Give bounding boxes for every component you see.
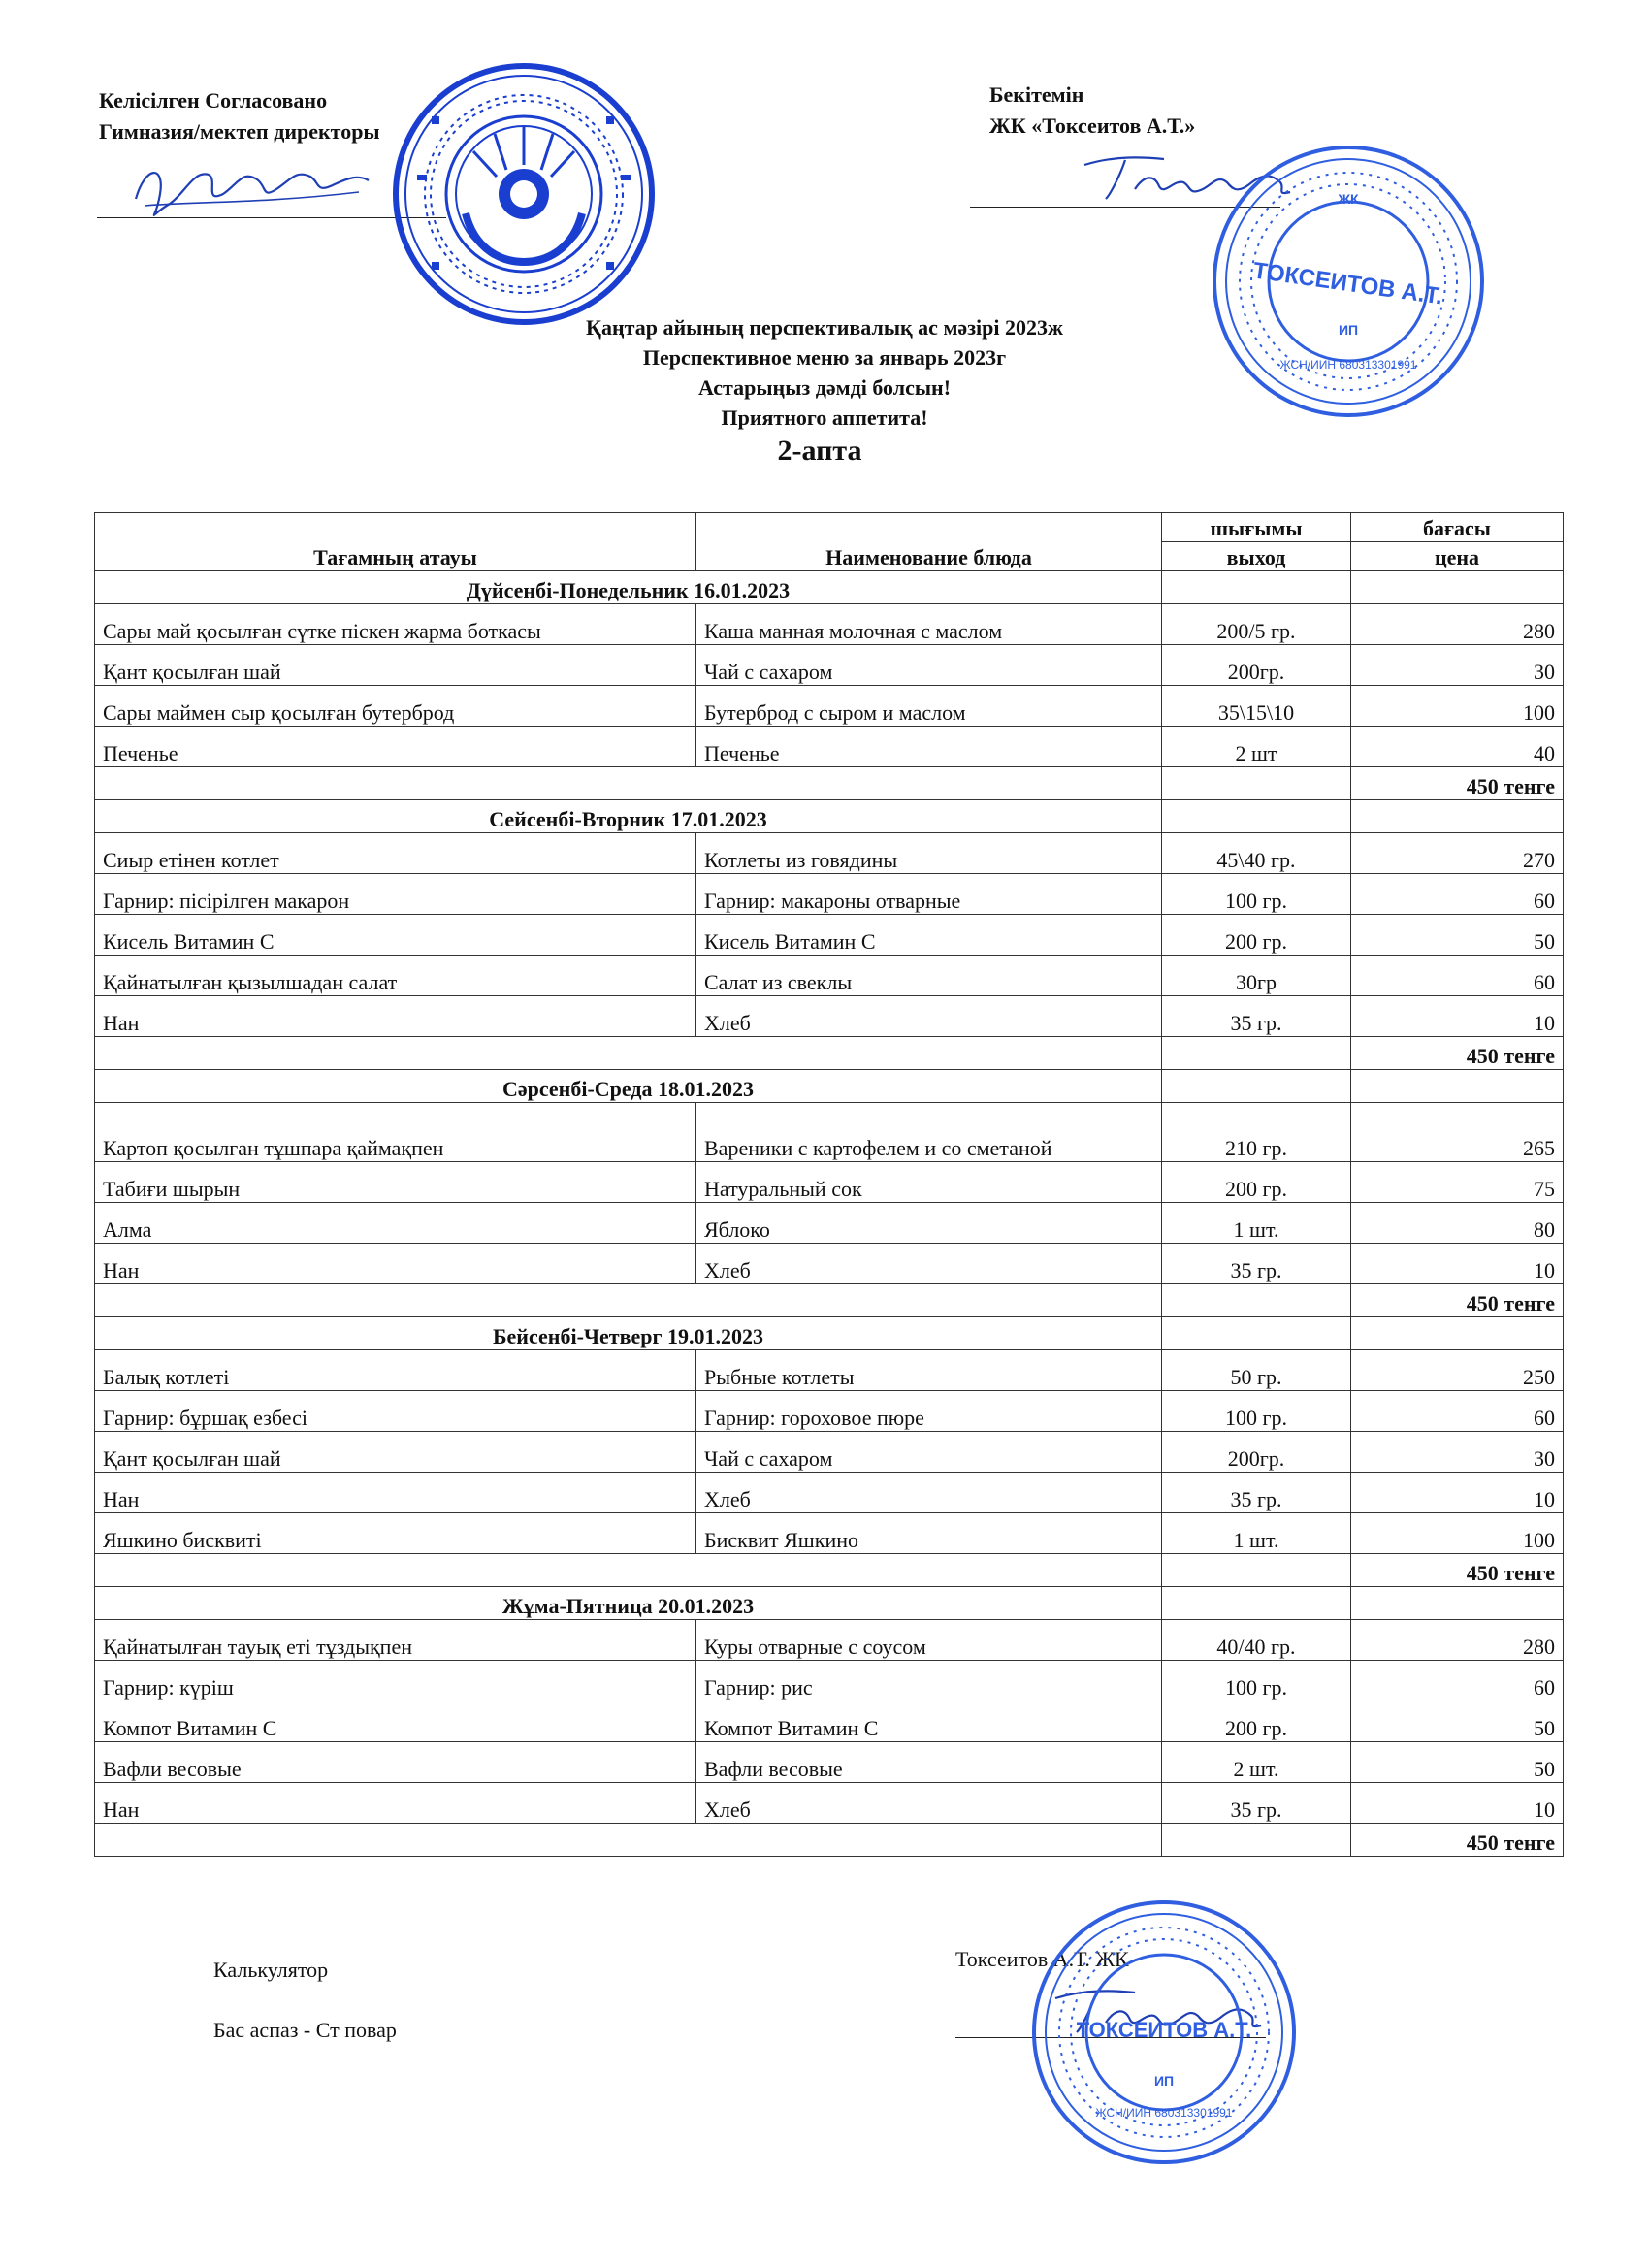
dish-name-kz: Қайнатылған қызылшадан салат [95, 956, 696, 996]
table-row [95, 1391, 1564, 1432]
empty-cell [1351, 1317, 1564, 1350]
dish-price: 30 [1351, 1432, 1564, 1473]
table-row [95, 727, 1564, 767]
dish-price: 280 [1351, 1620, 1564, 1661]
dish-price: 10 [1351, 1244, 1564, 1284]
dish-name-ru: Кисель Витамин С [696, 915, 1162, 956]
dish-price: 10 [1351, 1473, 1564, 1513]
empty-cell [95, 1284, 1162, 1317]
col-header-output-ru: выход [1162, 542, 1351, 571]
day-total: 450 тенге [1351, 1824, 1564, 1857]
dish-name-kz: Балық котлеті [95, 1350, 696, 1391]
empty-cell [95, 1037, 1162, 1070]
dish-name-ru: Яблоко [696, 1203, 1162, 1244]
empty-cell [1162, 1824, 1351, 1857]
dish-name-ru: Рыбные котлеты [696, 1350, 1162, 1391]
dish-name-kz: Гарнир: бұршақ езбесі [95, 1391, 696, 1432]
approval-right-line1: Бекітемін [989, 82, 1084, 107]
menu-table [94, 512, 1564, 1857]
dish-name-kz: Гарнир: күріш [95, 1661, 696, 1701]
dish-name-kz: Сары май қосылған сүтке піскен жарма боткасы [95, 604, 696, 645]
dish-output: 100 гр. [1162, 1391, 1351, 1432]
day-total: 450 тенге [1351, 767, 1564, 800]
dish-price: 50 [1351, 1742, 1564, 1783]
approval-left-line2: Гимназия/мектеп директоры [99, 119, 380, 144]
dish-output: 35 гр. [1162, 996, 1351, 1037]
col-header-name-ru: Наименование блюда [696, 513, 1162, 571]
empty-cell [1351, 1070, 1564, 1103]
dish-name-ru: Хлеб [696, 1783, 1162, 1824]
dish-name-kz: Қант қосылған шай [95, 1432, 696, 1473]
dish-name-ru: Чай с сахаром [696, 645, 1162, 686]
dish-output: 30гр [1162, 956, 1351, 996]
empty-cell [95, 1824, 1162, 1857]
dish-output: 50 гр. [1162, 1350, 1351, 1391]
day-title: Жұма-Пятница 20.01.2023 [95, 1587, 1162, 1620]
empty-cell [1162, 1037, 1351, 1070]
dish-name-kz: Нан [95, 1783, 696, 1824]
header-line-kz: Қаңтар айының перспективалық ас мәзірі 2023ж [586, 315, 1063, 340]
dish-name-ru: Печенье [696, 727, 1162, 767]
dish-price: 10 [1351, 1783, 1564, 1824]
stamp-bottom-id: ЖСН/ИИН 680313301991 [1095, 2106, 1233, 2120]
stamp-top-id: ЖСН/ИИН 680313301991 [1279, 358, 1417, 372]
table-row [95, 686, 1564, 727]
dish-name-ru: Компот Витамин С [696, 1701, 1162, 1742]
empty-cell [1162, 1317, 1351, 1350]
dish-name-ru: Хлеб [696, 1473, 1162, 1513]
table-row [95, 1350, 1564, 1391]
table-row [95, 996, 1564, 1037]
stamp-bottom-name: ТОКСЕИТОВ А.Т. [1076, 2018, 1252, 2042]
table-row [95, 874, 1564, 915]
table-row [95, 604, 1564, 645]
ip-stamp-bottom-icon [1023, 1892, 1305, 2173]
dish-output: 2 шт [1162, 727, 1351, 767]
dish-price: 10 [1351, 996, 1564, 1037]
table-row [95, 645, 1564, 686]
footer-calculator: Калькулятор [213, 1958, 329, 1982]
dish-name-kz: Алма [95, 1203, 696, 1244]
header-line-ru: Перспективное меню за январь 2023г [642, 345, 1007, 370]
table-row [95, 1783, 1564, 1824]
dish-name-kz: Сиыр етінен котлет [95, 833, 696, 874]
dish-name-kz: Қант қосылған шай [95, 645, 696, 686]
dish-output: 200гр. [1162, 1432, 1351, 1473]
dish-name-ru: Гарнир: макароны отварные [696, 874, 1162, 915]
empty-cell [1351, 571, 1564, 604]
dish-name-kz: Нан [95, 996, 696, 1037]
day-total-row [95, 1554, 1564, 1587]
empty-cell [1351, 1587, 1564, 1620]
document-header [0, 312, 1649, 433]
dish-name-ru: Вафли весовые [696, 1742, 1162, 1783]
stamp-bottom-ip: ИП [1153, 2073, 1175, 2089]
day-total-row [95, 767, 1564, 800]
dish-name-ru: Куры отварные с соусом [696, 1620, 1162, 1661]
day-title: Бейсенбі-Четверг 19.01.2023 [95, 1317, 1162, 1350]
dish-price: 80 [1351, 1203, 1564, 1244]
day-title: Дүйсенбі-Понедельник 16.01.2023 [95, 571, 1162, 604]
table-row [95, 956, 1564, 996]
empty-cell [1162, 1070, 1351, 1103]
table-row [95, 1473, 1564, 1513]
header-wish-kz: Астарыңыз дәмді болсын! [697, 375, 952, 400]
approval-left-line1: Келісілген Согласовано [99, 88, 328, 113]
dish-price: 100 [1351, 686, 1564, 727]
week-title: 2-апта [777, 435, 862, 467]
dish-price: 40 [1351, 727, 1564, 767]
dish-price: 50 [1351, 1701, 1564, 1742]
stamp-top-name: ТОКСЕИТОВ А.Т. [1251, 257, 1445, 310]
dish-name-kz: Картоп қосылған тұшпара қаймақпен [95, 1103, 696, 1162]
col-header-price-ru: цена [1351, 542, 1564, 571]
stamp-top-ip: ИП [1338, 322, 1359, 338]
dish-name-ru: Гарнир: гороховое пюре [696, 1391, 1162, 1432]
col-header-name-kz: Тағамның атауы [95, 513, 696, 571]
stamp-top-jk: ЖК [1338, 191, 1359, 207]
footer-signer: Токсеитов А.Т. ЖК [955, 1947, 1129, 1971]
dish-price: 30 [1351, 645, 1564, 686]
dish-name-ru: Бисквит Яшкино [696, 1513, 1162, 1554]
dish-name-ru: Чай с сахаром [696, 1432, 1162, 1473]
dish-output: 100 гр. [1162, 874, 1351, 915]
day-header-row [95, 571, 1564, 604]
day-total: 450 тенге [1351, 1037, 1564, 1070]
dish-name-ru: Хлеб [696, 996, 1162, 1037]
dish-output: 200 гр. [1162, 915, 1351, 956]
dish-output: 210 гр. [1162, 1103, 1351, 1162]
day-title: Сәрсенбі-Среда 18.01.2023 [95, 1070, 1162, 1103]
day-header-row [95, 1317, 1564, 1350]
dish-name-kz: Печенье [95, 727, 696, 767]
dish-name-ru: Каша манная молочная с маслом [696, 604, 1162, 645]
dish-price: 280 [1351, 604, 1564, 645]
day-total-row [95, 1037, 1564, 1070]
dish-output: 35\15\10 [1162, 686, 1351, 727]
dish-name-ru: Салат из свеклы [696, 956, 1162, 996]
dish-name-kz: Нан [95, 1244, 696, 1284]
dish-price: 60 [1351, 956, 1564, 996]
dish-name-kz: Яшкино бисквиті [95, 1513, 696, 1554]
empty-cell [1162, 1554, 1351, 1587]
dish-output: 1 шт. [1162, 1513, 1351, 1554]
dish-price: 60 [1351, 1391, 1564, 1432]
dish-name-kz: Кисель Витамин С [95, 915, 696, 956]
table-row [95, 1103, 1564, 1162]
dish-output: 35 гр. [1162, 1244, 1351, 1284]
empty-cell [95, 767, 1162, 800]
table-row [95, 1513, 1564, 1554]
dish-price: 60 [1351, 1661, 1564, 1701]
dish-output: 200гр. [1162, 645, 1351, 686]
table-row [95, 915, 1564, 956]
footer-chef: Бас аспаз - Ст повар [213, 2018, 397, 2042]
dish-name-ru: Вареники с картофелем и со сметаной [696, 1103, 1162, 1162]
dish-output: 1 шт. [1162, 1203, 1351, 1244]
table-row [95, 1432, 1564, 1473]
dish-name-ru: Натуральный сок [696, 1162, 1162, 1203]
table-row [95, 833, 1564, 874]
dish-name-ru: Котлеты из говядины [696, 833, 1162, 874]
dish-name-kz: Сары маймен сыр қосылған бутерброд [95, 686, 696, 727]
table-row [95, 1742, 1564, 1783]
dish-price: 100 [1351, 1513, 1564, 1554]
dish-name-kz: Гарнир: пісірілген макарон [95, 874, 696, 915]
day-header-row [95, 800, 1564, 833]
day-total: 450 тенге [1351, 1284, 1564, 1317]
table-row [95, 1203, 1564, 1244]
dish-output: 35 гр. [1162, 1783, 1351, 1824]
approval-left [99, 85, 380, 147]
empty-cell [1162, 1284, 1351, 1317]
empty-cell [1162, 1587, 1351, 1620]
dish-name-kz: Компот Витамин С [95, 1701, 696, 1742]
day-header-row [95, 1070, 1564, 1103]
approval-right [989, 80, 1195, 142]
dish-name-kz: Қайнатылған тауық еті тұздықпен [95, 1620, 696, 1661]
day-total-row [95, 1824, 1564, 1857]
empty-cell [95, 1554, 1162, 1587]
dish-output: 35 гр. [1162, 1473, 1351, 1513]
school-stamp-icon [388, 58, 660, 330]
approval-right-line2: ЖК «Токсеитов А.Т.» [989, 113, 1196, 138]
dish-price: 60 [1351, 874, 1564, 915]
day-title: Сейсенбі-Вторник 17.01.2023 [95, 800, 1162, 833]
day-total-row [95, 1284, 1564, 1317]
dish-price: 265 [1351, 1103, 1564, 1162]
dish-output: 200 гр. [1162, 1701, 1351, 1742]
dish-output: 100 гр. [1162, 1661, 1351, 1701]
dish-output: 2 шт. [1162, 1742, 1351, 1783]
empty-cell [1162, 571, 1351, 604]
dish-price: 75 [1351, 1162, 1564, 1203]
menu-table-body [95, 571, 1564, 1857]
day-total: 450 тенге [1351, 1554, 1564, 1587]
dish-output: 45\40 гр. [1162, 833, 1351, 874]
dish-price: 250 [1351, 1350, 1564, 1391]
table-row [95, 1162, 1564, 1203]
day-header-row [95, 1587, 1564, 1620]
table-row [95, 1701, 1564, 1742]
dish-output: 200/5 гр. [1162, 604, 1351, 645]
dish-output: 40/40 гр. [1162, 1620, 1351, 1661]
dish-output: 200 гр. [1162, 1162, 1351, 1203]
director-signature-icon [126, 146, 378, 223]
dish-name-ru: Гарнир: рис [696, 1661, 1162, 1701]
table-row [95, 1661, 1564, 1701]
dish-name-kz: Вафли весовые [95, 1742, 696, 1783]
empty-cell [1351, 800, 1564, 833]
dish-name-ru: Хлеб [696, 1244, 1162, 1284]
dish-name-ru: Бутерброд с сыром и маслом [696, 686, 1162, 727]
dish-price: 50 [1351, 915, 1564, 956]
dish-name-kz: Нан [95, 1473, 696, 1513]
dish-name-kz: Табиғи шырын [95, 1162, 696, 1203]
col-header-output-kz: шығымы [1162, 513, 1351, 542]
empty-cell [1162, 767, 1351, 800]
col-header-price-kz: бағасы [1351, 513, 1564, 542]
table-row [95, 1620, 1564, 1661]
header-wish-ru: Приятного аппетита! [721, 405, 928, 430]
empty-cell [1162, 800, 1351, 833]
table-row [95, 1244, 1564, 1284]
dish-price: 270 [1351, 833, 1564, 874]
